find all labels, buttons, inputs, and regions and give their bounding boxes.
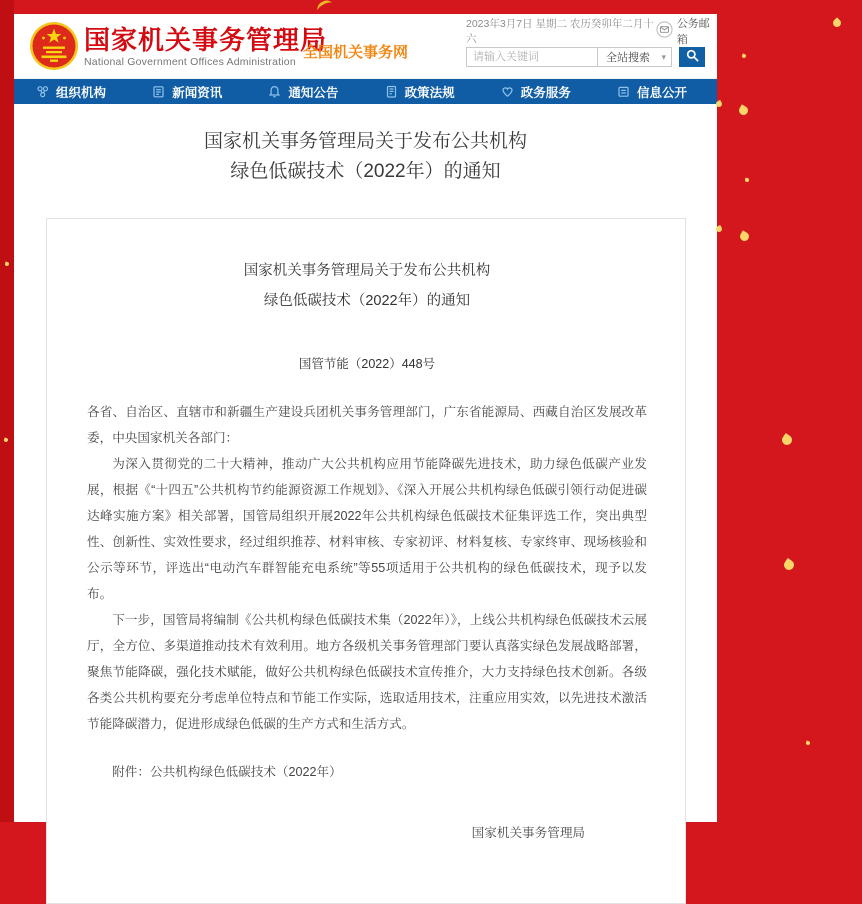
page-title bbox=[14, 104, 717, 187]
site-name-en: National Government Offices Administration bbox=[84, 56, 296, 68]
service-icon bbox=[501, 85, 514, 98]
site-header bbox=[14, 14, 717, 79]
nav-label: 通知公告 bbox=[288, 85, 339, 100]
page-title-line1: 国家机关事务管理局关于发布公共机构 bbox=[203, 131, 527, 152]
doc-title-line1: 国家机关事务管理局关于发布公共机构 bbox=[243, 263, 491, 279]
doc-body bbox=[87, 399, 647, 737]
mail-link[interactable] bbox=[656, 15, 718, 47]
doc-salutation: 各省、自治区、直辖市和新疆生产建设兵团机关事务管理部门，广东省能源局、西藏自治区发展改革委，中央国家机关各部门： bbox=[87, 405, 647, 445]
search-icon bbox=[686, 49, 699, 65]
doc-number: 国管节能（2022）448号 bbox=[298, 357, 436, 371]
confetti-dot bbox=[780, 433, 794, 447]
doc-paragraph-2: 下一步，国管局将编制《公共机构绿色低碳技术集（2022年）》，上线公共机构绿色低碳技术云展厅，全方位、多渠道推动技术有效利用。地方各级机关事务管理部门要认真落实绿色发展战略部署，聚焦节能降碳，强化技术赋能，做好公共机构绿色低碳技术宣传推介，大力支持绿色技术创新。各级各类公共机构要充分考虑单位特点和节能工作实际，选取适用技术，注重应用实效，以先进技术激活节能降碳潜力，促进形成绿色低碳的生产方式和生活方式。 bbox=[87, 613, 647, 731]
portal-name-link[interactable]: 全国机关事务网 bbox=[303, 44, 409, 61]
nav-item-policies[interactable] bbox=[385, 83, 455, 101]
page-content-area bbox=[14, 14, 717, 840]
news-icon bbox=[152, 85, 165, 98]
policy-icon bbox=[385, 85, 398, 98]
doc-paragraph-1: 为深入贯彻党的二十大精神，推动广大公共机构应用节能降碳先进技术，助力绿色低碳产业发展，根据《“十四五”公共机构节约能源资源工作规划》、《深入开展公共机构绿色低碳引领行动促进碳达峰实施方案》相关部署，国管局组织开展2022年公共机构绿色低碳技术征集评选工作，突出典型性、创新性、实效性要求，经过组织推荐、材料审核、专家初评、材料复核、专家终审、现场核验和公示等环节，评选出“电动汽车群智能充电系统”等55项适用于公共机构的绿色低碳技术，现予以发布。 bbox=[87, 457, 647, 601]
header-right bbox=[466, 20, 718, 67]
confetti-dot bbox=[745, 178, 750, 183]
site-name: 国家机关事务管理局 bbox=[84, 25, 328, 55]
document-panel bbox=[46, 218, 686, 904]
confetti-dot bbox=[737, 104, 749, 116]
info-icon bbox=[617, 85, 630, 98]
attachment-link[interactable]: 附件：公共机构绿色低碳技术（2022年） bbox=[112, 765, 342, 779]
confetti-dot bbox=[831, 17, 842, 28]
main-nav bbox=[14, 79, 717, 104]
nav-label: 信息公开 bbox=[636, 85, 687, 100]
brand-text bbox=[84, 26, 327, 68]
org-icon bbox=[36, 85, 49, 98]
mail-label: 公务邮箱 bbox=[676, 18, 710, 46]
doc-title-line2: 绿色低碳技术（2022年）的通知 bbox=[263, 293, 471, 309]
nav-item-disclosure[interactable] bbox=[617, 83, 687, 101]
search-input[interactable] bbox=[466, 47, 598, 67]
nav-label: 新闻资讯 bbox=[172, 85, 223, 100]
search-scope-value: 全站搜索 bbox=[606, 52, 650, 64]
nav-item-news[interactable] bbox=[152, 83, 222, 101]
confetti-dot bbox=[738, 230, 750, 242]
nav-item-organization[interactable] bbox=[36, 83, 106, 101]
search-bar bbox=[466, 47, 718, 67]
chevron-down-icon: ▾ bbox=[661, 51, 666, 62]
confetti-dot bbox=[782, 558, 796, 572]
confetti-dot bbox=[806, 741, 811, 746]
mail-icon bbox=[656, 21, 673, 41]
search-scope-select[interactable] bbox=[598, 47, 672, 67]
doc-signature: 国家机关事务管理局 bbox=[471, 826, 585, 840]
nav-label: 政务服务 bbox=[520, 85, 571, 100]
page-title-line2: 绿色低碳技术（2022年）的通知 bbox=[230, 161, 501, 182]
nav-label: 政策法规 bbox=[404, 85, 455, 100]
nav-item-services[interactable] bbox=[501, 83, 571, 101]
left-red-strip bbox=[0, 0, 14, 822]
date-line: 2023年3月7日 星期二 农历癸卯年二月十六 bbox=[466, 18, 654, 45]
bell-icon bbox=[268, 85, 281, 98]
nav-item-notices[interactable] bbox=[268, 83, 338, 101]
nav-label: 组织机构 bbox=[56, 85, 107, 100]
confetti-dot bbox=[741, 53, 746, 58]
search-button[interactable] bbox=[679, 47, 705, 67]
national-emblem-logo[interactable] bbox=[29, 21, 79, 71]
